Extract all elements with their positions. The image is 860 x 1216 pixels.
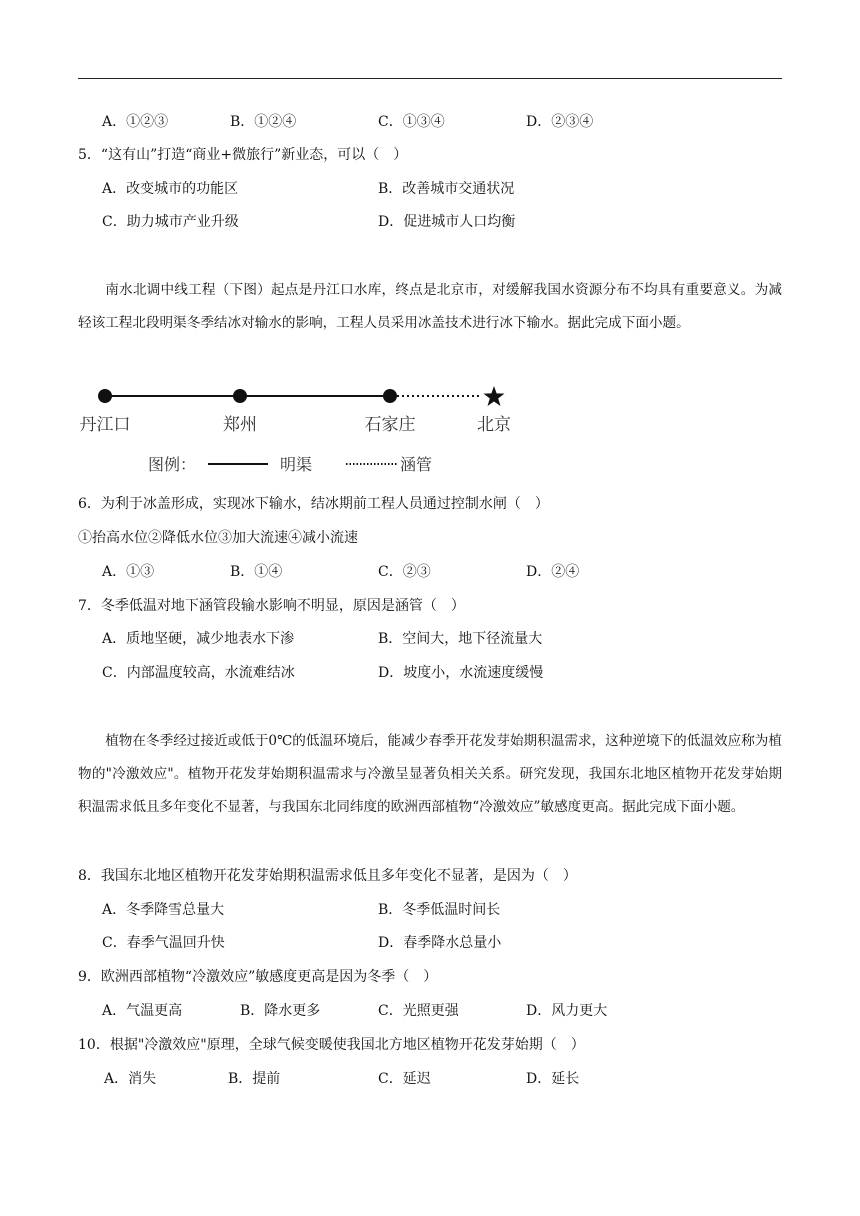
q9-option-c[interactable]: C．光照更强 bbox=[378, 1003, 459, 1019]
q8-option-b[interactable]: B．冬季低温时间长 bbox=[378, 902, 501, 918]
q6-option-c[interactable]: C．②③ bbox=[378, 564, 431, 580]
q6-stem: 6．为利于冰盖形成，实现冰下输水，结冰期前工程人员通过控制水闸（ ） bbox=[78, 496, 549, 512]
q5-option-c[interactable]: C．助力城市产业升级 bbox=[102, 214, 239, 230]
q5-stem: 5．“这有山”打造“商业+微旅行”新业态，可以（ ） bbox=[78, 147, 408, 163]
passage-chill-effect: 植物在冬季经过接近或低于0℃的低温环境后，能减少春季开花发芽始期积温需求，这种逆境下的低温效应称为植物的"冷激效应"。植物开花发芽始期积温需求与冷激呈显著负相关关系。研究发现，我国东北地区植物开花发芽始期积温需求低且多年变化不显著，与我国东北同纬度的欧洲西部植物“冷激效应”敏感度更高。据此完成下面小题。 bbox=[78, 733, 782, 815]
station-label-zhengzhou: 郑州 bbox=[223, 415, 257, 435]
q8-option-c[interactable]: C．春季气温回升快 bbox=[102, 935, 225, 951]
shijiazhuang-point bbox=[383, 389, 397, 403]
q5-option-a[interactable]: A．改变城市的功能区 bbox=[102, 181, 239, 197]
station-label-beijing: 北京 bbox=[477, 415, 511, 435]
q7-option-b[interactable]: B．空间大，地下径流量大 bbox=[378, 631, 543, 647]
q6-option-b[interactable]: B．①④ bbox=[230, 564, 283, 580]
q8-option-d[interactable]: D．春季降水总量小 bbox=[378, 935, 502, 951]
q6-option-d[interactable]: D．②④ bbox=[526, 564, 580, 580]
q9-option-a[interactable]: A．气温更高 bbox=[102, 1003, 183, 1019]
q7-option-d[interactable]: D．坡度小，水流速度缓慢 bbox=[378, 665, 544, 681]
beijing-star-icon bbox=[484, 386, 505, 406]
zhengzhou-point bbox=[233, 389, 247, 403]
q10-stem: 10．根据"冷激效应"原理，全球气候变暖使我国北方地区植物开花发芽始期（ ） bbox=[78, 1037, 585, 1053]
diagram-legend bbox=[140, 450, 460, 480]
legend-culvert-label: 涵管 bbox=[400, 455, 433, 474]
q6-choices: ①抬高水位②降低水位③加大流速④减小流速 bbox=[78, 530, 358, 546]
q8-stem: 8．我国东北地区植物开花发芽始期积温需求低且多年变化不显著，是因为（ ） bbox=[78, 868, 577, 884]
q10-option-c[interactable]: C．延迟 bbox=[378, 1071, 431, 1087]
q4-option-c[interactable]: C．①③④ bbox=[378, 114, 445, 130]
q4-option-a[interactable]: A．①②③ bbox=[102, 114, 169, 130]
danjiangkou-point bbox=[98, 389, 112, 403]
q7-option-a[interactable]: A．质地坚硬，减少地表水下渗 bbox=[102, 631, 295, 647]
q7-stem: 7．冬季低温对地下涵管段输水影响不明显，原因是涵管（ ） bbox=[78, 598, 465, 614]
q6-option-a[interactable]: A．①③ bbox=[102, 564, 155, 580]
q8-option-a[interactable]: A．冬季降雪总量大 bbox=[102, 902, 225, 918]
header-rule bbox=[78, 78, 782, 79]
passage-water-diversion: 南水北调中线工程（下图）起点是丹江口水库，终点是北京市，对缓解我国水资源分布不均具有重要意义。为减轻该工程北段明渠冬季结冰对输水的影响，工程人员采用冰盖技术进行冰下输水。据此完成下面小题。 bbox=[78, 282, 782, 331]
legend-title: 图例： bbox=[148, 455, 197, 474]
q9-stem: 9．欧洲西部植物“冷激效应”敏感度更高是因为冬季（ ） bbox=[78, 969, 438, 985]
q4-option-d[interactable]: D．②③④ bbox=[526, 114, 594, 130]
q7-option-c[interactable]: C．内部温度较高，水流难结冰 bbox=[102, 665, 295, 681]
q10-option-d[interactable]: D．延长 bbox=[526, 1071, 580, 1087]
legend-open-channel-label: 明渠 bbox=[280, 455, 313, 474]
station-label-shijiazhuang: 石家庄 bbox=[364, 415, 416, 435]
q10-option-a[interactable]: A．消失 bbox=[104, 1071, 157, 1087]
q9-option-d[interactable]: D．风力更大 bbox=[526, 1003, 608, 1019]
q10-option-b[interactable]: B．提前 bbox=[228, 1071, 281, 1087]
q9-option-b[interactable]: B．降水更多 bbox=[240, 1003, 321, 1019]
q5-option-d[interactable]: D．促进城市人口均衡 bbox=[378, 214, 516, 230]
q5-option-b[interactable]: B．改善城市交通状况 bbox=[378, 181, 515, 197]
station-label-danjiangkou: 丹江口 bbox=[79, 415, 131, 435]
q4-option-b[interactable]: B．①②④ bbox=[230, 114, 297, 130]
